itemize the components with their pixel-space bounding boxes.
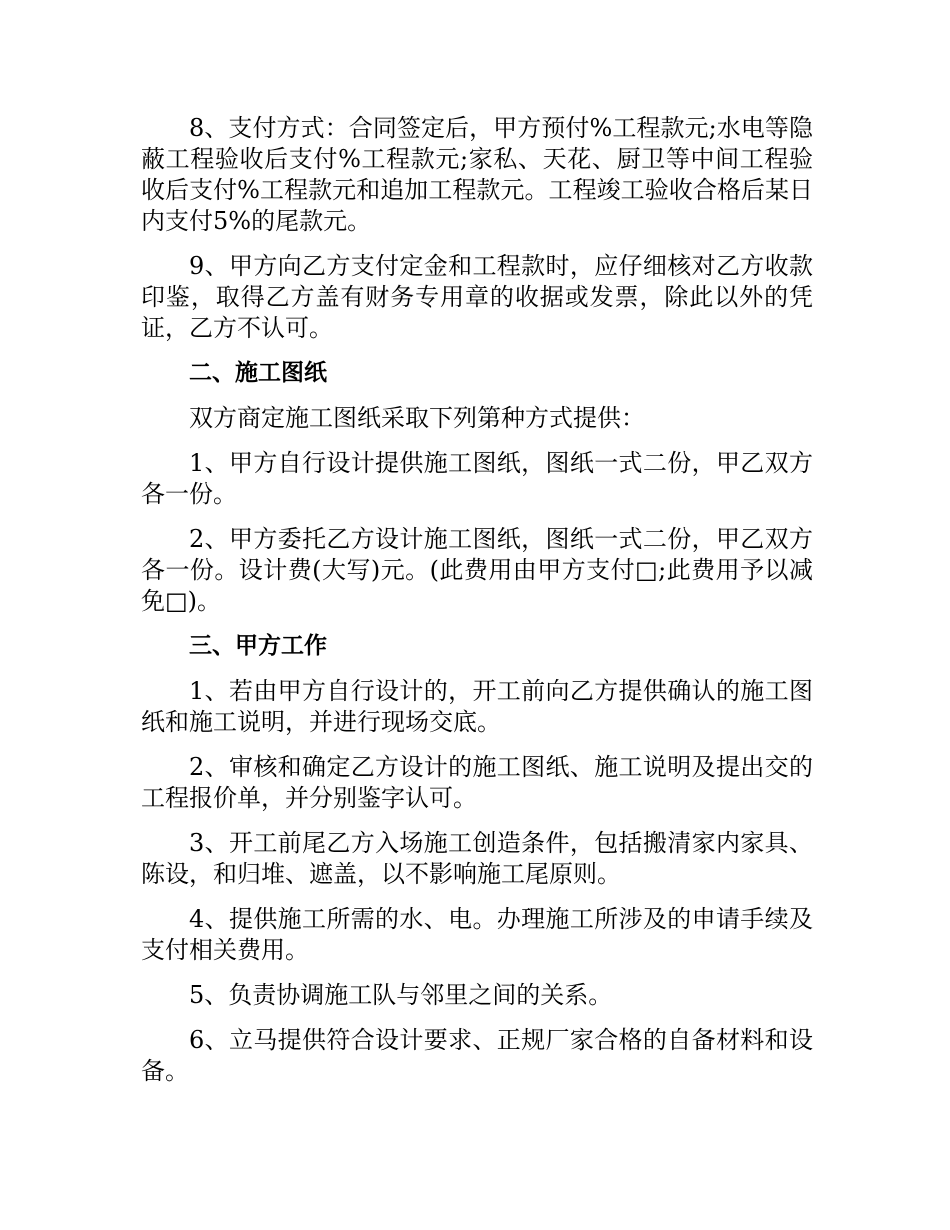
clause-9-payment-verification: 9、甲方向乙方支付定金和工程款时，应仔细核对乙方收款印鉴，取得乙方盖有财务专用章的收据或发票，除此以外的凭证，乙方不认可。 <box>141 252 813 342</box>
section-heading-party-a-work: 三、甲方工作 <box>189 633 327 659</box>
party-a-work-item-2: 2、审核和确定乙方设计的施工图纸、施工说明及提出交的工程报价单，并分别鉴字认可。 <box>141 753 813 812</box>
document-body <box>141 113 813 1101</box>
party-a-work-item-6: 6、立马提供符合设计要求、正规厂家合格的自备材料和设备。 <box>141 1026 813 1085</box>
drawings-option-2: 2、甲方委托乙方设计施工图纸，图纸一式二份，甲乙双方各一份。设计费(大写)元。(此费用由甲方支付□;此费用予以减免□)。 <box>141 525 813 615</box>
drawings-intro: 双方商定施工图纸采取下列第种方式提供： <box>189 404 645 432</box>
drawings-option-1: 1、甲方自行设计提供施工图纸，图纸一式二份，甲乙双方各一份。 <box>141 449 813 508</box>
section-heading-drawings: 二、施工图纸 <box>189 360 327 386</box>
clause-8-payment-method: 8、支付方式：合同签定后，甲方预付%工程款元;水电等隐蔽工程验收后支付%工程款元;家私、天花、厨卫等中间工程验收后支付%工程款元和追加工程款元。工程竣工验收合格后某日内支付5%的尾款元。 <box>141 114 813 235</box>
party-a-work-item-4: 4、提供施工所需的水、电。办理施工所涉及的申请手续及支付相关费用。 <box>141 905 813 964</box>
party-a-work-item-1: 1、若由甲方自行设计的，开工前向乙方提供确认的施工图纸和施工说明，并进行现场交底。 <box>141 677 813 736</box>
party-a-work-item-5: 5、负责协调施工队与邻里之间的关系。 <box>189 981 613 1009</box>
party-a-work-item-3: 3、开工前尾乙方入场施工创造条件，包括搬清家内家具、陈设，和归堆、遮盖，以不影响施工尾原则。 <box>141 829 813 888</box>
